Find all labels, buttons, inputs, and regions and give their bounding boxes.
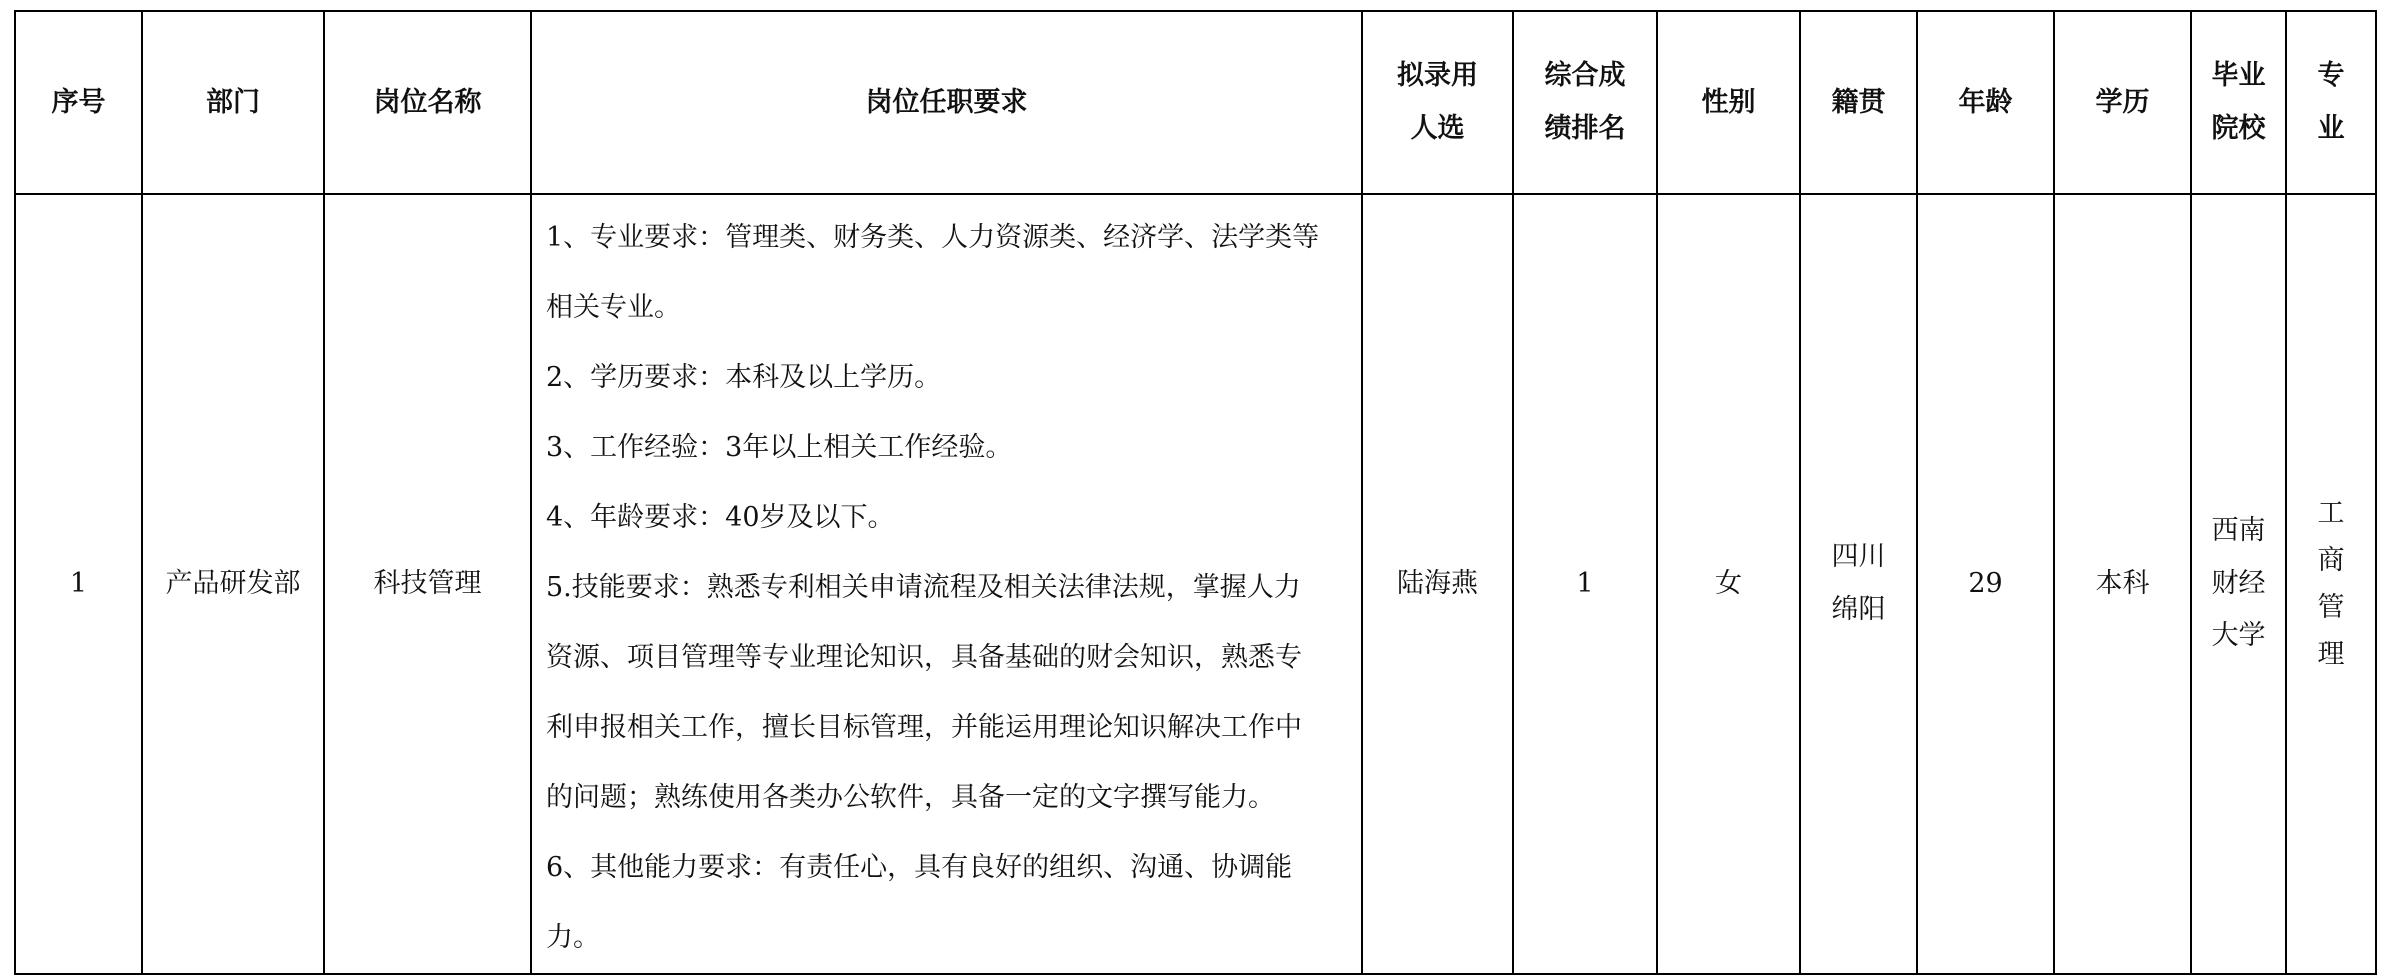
header-school	[2191, 11, 2286, 194]
cell-education: 本科	[2054, 194, 2191, 974]
cell-gender: 女	[1657, 194, 1800, 974]
header-age: 年龄	[1917, 11, 2054, 194]
header-gender: 性别	[1657, 11, 1800, 194]
header-rank-line1: 综合成	[1544, 59, 1626, 91]
cell-candidate: 陆海燕	[1362, 194, 1513, 974]
school-line2: 财经	[2211, 567, 2266, 599]
major-char: 工	[2317, 497, 2345, 529]
recruitment-table-sheet	[14, 10, 2375, 966]
major-char: 理	[2317, 639, 2345, 671]
header-position-name: 岗位名称	[324, 11, 531, 194]
origin-line2: 绵阳	[1831, 594, 1886, 625]
cell-department: 产品研发部	[142, 194, 324, 974]
header-rank-line2: 绩排名	[1544, 112, 1626, 144]
header-school-line1: 毕业	[2211, 59, 2266, 91]
header-row	[15, 11, 2376, 194]
cell-position-name: 科技管理	[324, 194, 531, 974]
header-index: 序号	[15, 11, 142, 194]
cell-rank: 1	[1513, 194, 1657, 974]
origin-stack	[1832, 531, 1886, 636]
cell-index: 1	[15, 194, 142, 974]
requirement-line: 利申报相关工作，擅长目标管理，并能运用理论知识解决工作中	[546, 712, 1302, 743]
header-candidate-line1: 拟录用	[1397, 59, 1478, 91]
requirement-line: 力。	[546, 922, 600, 953]
table-row	[15, 194, 2376, 974]
requirement-line: 相关专业。	[546, 292, 681, 323]
header-requirements: 岗位任职要求	[531, 11, 1362, 194]
header-school-line2: 院校	[2211, 112, 2266, 144]
header-major-line2: 业	[2317, 112, 2345, 144]
school-stack	[2212, 505, 2266, 663]
requirement-line: 6、其他能力要求：有责任心，具有良好的组织、沟通、协调能	[546, 852, 1293, 883]
header-education: 学历	[2054, 11, 2191, 194]
requirement-line: 5.技能要求：熟悉专利相关申请流程及相关法律法规，掌握人力	[546, 572, 1301, 603]
requirement-line: 1、专业要求：管理类、财务类、人力资源类、经济学、法学类等	[546, 222, 1320, 253]
major-char: 商	[2317, 544, 2345, 576]
cell-major	[2286, 194, 2376, 974]
header-rank	[1513, 11, 1657, 194]
header-department: 部门	[142, 11, 324, 194]
header-major-line1: 专	[2317, 59, 2345, 91]
cell-origin	[1800, 194, 1917, 974]
origin-line1: 四川	[1831, 541, 1886, 573]
header-candidate-line2: 人选	[1410, 112, 1465, 144]
requirement-line: 4、年龄要求：40岁及以下。	[546, 502, 895, 533]
school-line3: 大学	[2211, 620, 2266, 652]
requirement-line: 资源、项目管理等专业理论知识，具备基础的财会知识，熟悉专	[546, 642, 1302, 673]
requirement-line: 2、学历要求：本科及以上学历。	[546, 362, 942, 393]
cell-school	[2191, 194, 2286, 974]
header-major	[2286, 11, 2376, 194]
school-line1: 西南	[2211, 515, 2266, 547]
recruitment-table	[14, 10, 2377, 975]
cell-age: 29	[1917, 194, 2054, 974]
header-candidate	[1362, 11, 1513, 194]
requirement-line: 的问题；熟练使用各类办公软件，具备一定的文字撰写能力。	[546, 782, 1275, 813]
major-char: 管	[2317, 592, 2345, 623]
cell-requirements	[531, 194, 1362, 974]
header-origin: 籍贯	[1800, 11, 1917, 194]
requirement-line: 3、工作经验：3年以上相关工作经验。	[546, 432, 1013, 463]
